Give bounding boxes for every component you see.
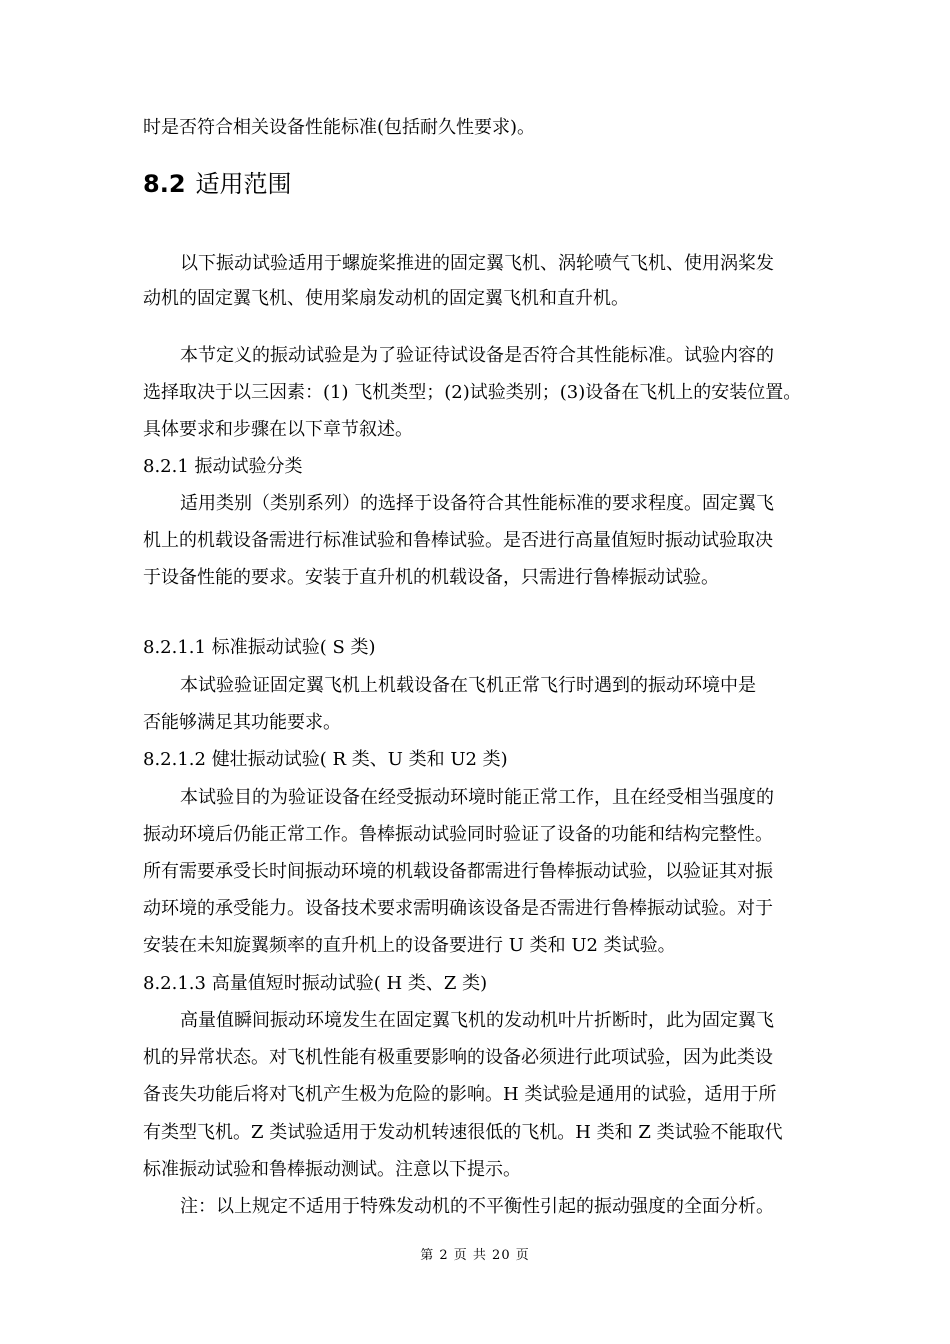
paragraph-line: 于设备性能的要求。安装于直升机的机载设备，只需进行鲁棒振动试验。 [143, 567, 719, 588]
paragraph-line: 本试验验证固定翼飞机上机载设备在飞机正常飞行时遇到的振动环境中是 [180, 675, 756, 696]
paragraph-line: 标准振动试验和鲁棒振动测试。注意以下提示。 [143, 1159, 521, 1180]
paragraph-line: 本节定义的振动试验是为了验证待试设备是否符合其性能标准。试验内容的 [180, 345, 774, 366]
paragraph-line: 动机的固定翼飞机、使用桨扇发动机的固定翼飞机和直升机。 [143, 288, 629, 309]
section-title: 适用范围 [195, 170, 292, 198]
section-number: 8.2 [143, 170, 186, 198]
paragraph-line: 安装在未知旋翼频率的直升机上的设备要进行 U 类和 U2 类试验。 [143, 935, 676, 956]
paragraph-line: 动环境的承受能力。设备技术要求需明确该设备是否需进行鲁棒振动试验。对于 [143, 898, 773, 919]
paragraph-line: 机上的机载设备需进行标准试验和鲁棒试验。是否进行高量值短时振动试验取决 [143, 530, 773, 551]
paragraph-line: 否能够满足其功能要求。 [143, 712, 341, 733]
paragraph-line: 振动环境后仍能正常工作。鲁棒振动试验同时验证了设备的功能和结构完整性。 [143, 824, 773, 845]
subsection-heading-8-2-1-3: 8.2.1.3 高量值短时振动试验( H 类、Z 类) [143, 973, 488, 994]
paragraph-line: 有类型飞机。Z 类试验适用于发动机转速很低的飞机。H 类和 Z 类试验不能取代 [143, 1122, 783, 1143]
paragraph-line: 选择取决于以三因素：(1) 飞机类型；(2)试验类别；(3)设备在飞机上的安装位置。 [143, 382, 802, 403]
subsection-heading-8-2-1-2: 8.2.1.2 健壮振动试验( R 类、U 类和 U2 类) [143, 749, 508, 770]
paragraph-line: 备丧失功能后将对飞机产生极为危险的影响。H 类试验是通用的试验，适用于所 [143, 1084, 777, 1105]
paragraph-line: 所有需要承受长时间振动环境的机载设备都需进行鲁棒振动试验，以验证其对振 [143, 861, 773, 882]
subsection-heading-8-2-1: 8.2.1 振动试验分类 [143, 456, 303, 477]
note-line: 注：以上规定不适用于特殊发动机的不平衡性引起的振动强度的全面分析。 [180, 1196, 774, 1217]
text-line: 时是否符合相关设备性能标准(包括耐久性要求)。 [143, 117, 536, 138]
paragraph-line: 以下振动试验适用于螺旋桨推进的固定翼飞机、涡轮喷气飞机、使用涡桨发 [180, 253, 774, 274]
page-footer: 第 2 页 共 20 页 [420, 1248, 530, 1263]
paragraph-line: 本试验目的为验证设备在经受振动环境时能正常工作，且在经受相当强度的 [180, 787, 774, 808]
subsection-heading-8-2-1-1: 8.2.1.1 标准振动试验( S 类) [143, 637, 376, 658]
paragraph-line: 具体要求和步骤在以下章节叙述。 [143, 419, 413, 440]
paragraph-line: 机的异常状态。对飞机性能有极重要影响的设备必须进行此项试验，因为此类设 [143, 1047, 773, 1068]
paragraph-line: 适用类别（类别系列）的选择于设备符合其性能标准的要求程度。固定翼飞 [180, 493, 774, 514]
section-heading-8-2 [143, 168, 292, 200]
paragraph-line: 高量值瞬间振动环境发生在固定翼飞机的发动机叶片折断时，此为固定翼飞 [180, 1010, 774, 1031]
